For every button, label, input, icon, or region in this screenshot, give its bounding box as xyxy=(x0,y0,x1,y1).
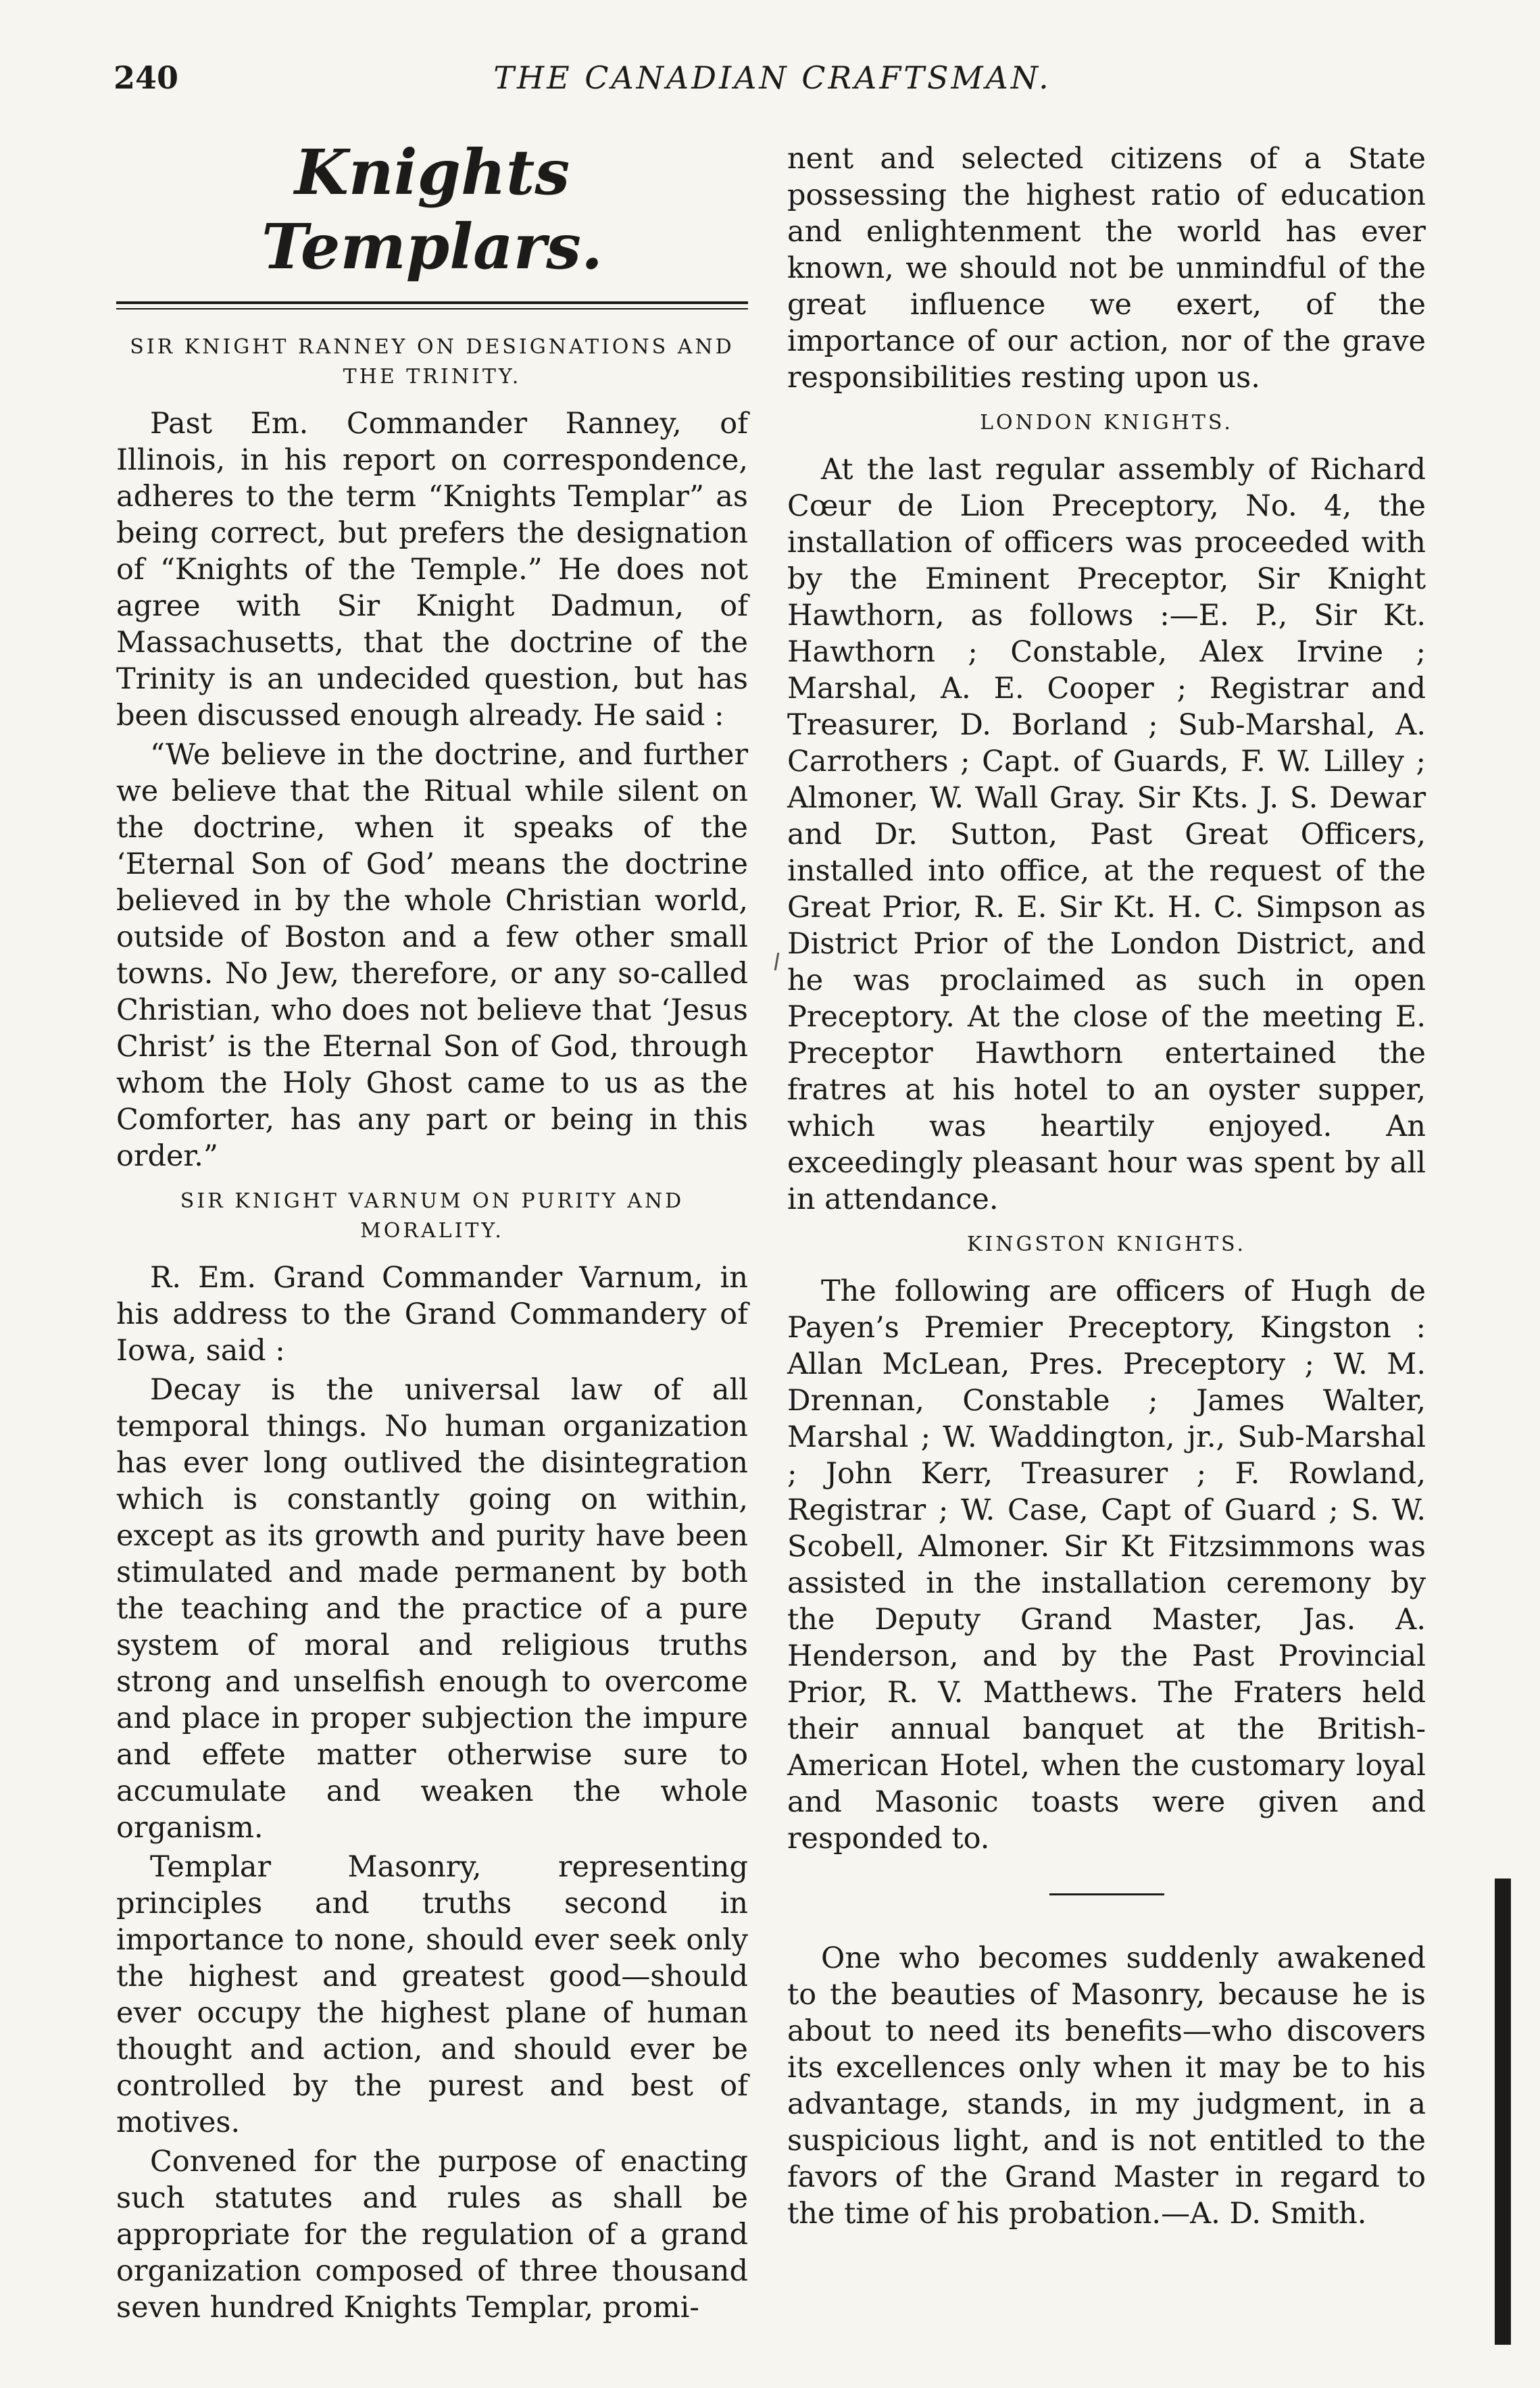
margin-mark xyxy=(774,953,787,970)
article-heading-kingston: KINGSTON KNIGHTS. xyxy=(966,1233,1247,1256)
title-double-rule xyxy=(116,301,748,309)
section-divider xyxy=(1049,1893,1164,1895)
paragraph: The following are officers of Hugh de Payen’s Premier Preceptory, Kingston : Allan McLean, Pres. Preceptory ; W. M. Drennan, Constable ; James Walter, Marshal ; W. Waddington, jr., Sub-Marshal ; John Kerr, Treasurer ; F. Rowland, Registrar ; W. Case, Capt of Guard ; S. W. Scobell, Almoner. Sir Kt Fitzsimmons was assisted in the installation ceremony by the Deputy Grand Master, Jas. A. Henderson, and by the Past Provincial Prior, R. V. Matthews. The Fraters held their annual banquet at the British-American Hotel, when the customary loyal and Masonic toasts were given and responded to. xyxy=(787,1274,1426,1856)
left-column xyxy=(116,135,748,2326)
page-header xyxy=(114,59,1431,107)
paragraph-continuation: nent and selected citizens of a State possessing the highest ratio of education and enlightenment the world has ever known, we should not be unmindful of the great influence we exert, of the importance of our action, nor of the grave responsibilities resting upon us. xyxy=(787,142,1426,395)
paragraph: Convened for the purpose of enacting such statutes and rules as shall be appropriate for the regulation of a grand organization composed of three thousand seven hundred Knights Templar, promi- xyxy=(116,2145,748,2324)
closing-paragraph: One who becomes suddenly awakened to the beauties of Masonry, because he is about to need its benefits—who discovers its excellences only when it may be to his advantage, stands, in my judgment, in a suspicious light, and is not entitled to the favors of the Grand Master in regard to the time of his probation.—A. D. Smith. xyxy=(787,1941,1426,2231)
article-heading-varnum: SIR KNIGHT VARNUM ON PURITY AND MORALITY. xyxy=(180,1189,685,1243)
paragraph: At the last regular assembly of Richard Cœur de Lion Preceptory, No. 4, the installation of officers was proceeded with by the Eminent Preceptor, Sir Knight Hawthorn, as follows :—E. P., Sir Kt. Hawthorn ; Constable, Alex Irvine ; Marshal, A. E. Cooper ; Registrar and Treasurer, D. Borland ; Sub-Marshal, A. Carrothers ; Capt. of Guards, F. W. Lilley ; Almoner, W. Wall Gray. Sir Kts. J. S. Dewar and Dr. Sutton, Past Great Officers, installed into office, at the request of the Great Prior, R. E. Sir Kt. H. C. Simpson as District Prior of the London District, and he was proclaimed as such in open Preceptory. At the close of the meeting E. Preceptor Hawthorn entertained the fratres at his hotel to an oyster supper, which was heartily enjoyed. An exceedingly pleasant hour was spent by all in attendance. xyxy=(787,453,1426,1216)
paragraph: Templar Masonry, representing principles and truths second in importance to none, should ever seek only the highest and greatest good—should ever occupy the highest plane of human thought and action, and should ever be controlled by the purest and best of motives. xyxy=(116,1850,748,2139)
paragraph: R. Em. Grand Commander Varnum, in his address to the Grand Commandery of Iowa, said : xyxy=(116,1261,748,1368)
page-number: 240 xyxy=(114,59,179,96)
paragraph: “We believe in the doctrine, and further we believe that the Ritual while silent on the doctrine, when it speaks of the ‘Eternal Son of God’ means the doctrine believed in by the whole Christian world, outside of Boston and a few other small towns. No Jew, therefore, or any so-called Christian, who does not believe that ‘Jesus Christ’ is the Eternal Son of God, through whom the Holy Ghost came to us as the Comforter, has any part or being in this order.” xyxy=(116,738,748,1173)
article-heading-london: LONDON KNIGHTS. xyxy=(980,411,1233,434)
margin-bar xyxy=(1495,1879,1511,2345)
article-heading-ranney: SIR KNIGHT RANNEY ON DESIGNATIONS AND THE TRINITY. xyxy=(130,335,735,389)
right-column xyxy=(787,141,1426,2232)
running-title: THE CANADIAN CRAFTSMAN. xyxy=(493,59,1051,96)
section-title: Knights Templars. xyxy=(262,136,603,283)
paragraph: Decay is the universal law of all temporal things. No human organization has ever long outlived the disintegration which is constantly going on within, except as its growth and purity have been stimulated and made permanent by both the teaching and the practice of a pure system of moral and religious truths strong and unselfish enough to overcome and place in proper subjection the impure and effete matter otherwise sure to accumulate and weaken the whole organism. xyxy=(116,1373,748,1845)
paragraph: Past Em. Commander Ranney, of Illinois, in his report on correspondence, adheres to the term “Knights Templar” as being correct, but prefers the designation of “Knights of the Temple.” He does not agree with Sir Knight Dadmun, of Massachusetts, that the doctrine of the Trinity is an undecided question, but has been discussed enough already. He said : xyxy=(116,407,748,732)
